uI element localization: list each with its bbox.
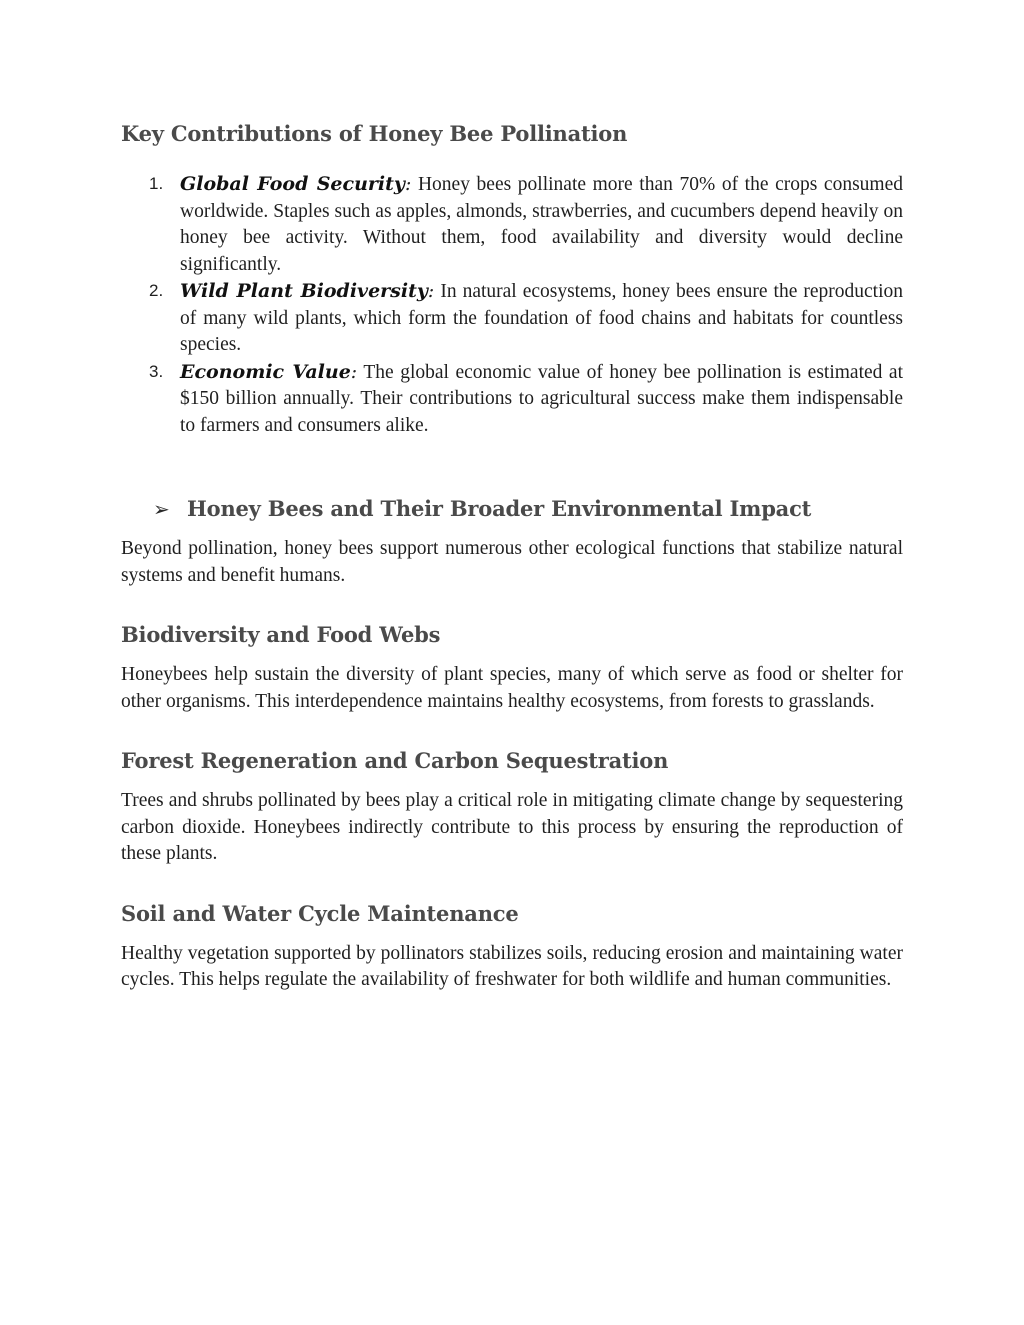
subsection-heading-forest: Forest Regeneration and Carbon Sequestration bbox=[121, 748, 669, 773]
list-item bbox=[149, 171, 903, 278]
list-item bbox=[149, 278, 903, 359]
list-item-term: Global Food Security bbox=[180, 173, 405, 195]
list-item-term: Economic Value bbox=[180, 360, 351, 383]
contributions-list bbox=[121, 171, 903, 439]
arrow-bullet-icon: ➢ bbox=[153, 497, 170, 521]
subsection-text-biodiversity: Honeybees help sustain the diversity of plant species, many of which serve as food or shelter for other organisms. This interdependence maintains healthy ecosystems, from forests to grasslands. bbox=[121, 664, 903, 712]
list-item-text: In natural ecosystems, honey bees ensure the reproduction of many wild plants, which form the foundation of food chains and habitats for countless species. bbox=[180, 281, 903, 355]
list-item-text: The global economic value of honey bee pollination is estimated at $150 billion annually. Their contributions to agricultural success make them indispensable to farmers and consumers alike. bbox=[180, 361, 903, 436]
subsection-text-soil-water: Healthy vegetation supported by pollinators stabilizes soils, reducing erosion and maintaining water cycles. This helps regulate the availability of freshwater for both wildlife and human communities. bbox=[121, 942, 903, 990]
list-item-term: Wild Plant Biodiversity bbox=[180, 280, 428, 302]
section-heading-key-contributions: Key Contributions of Honey Bee Pollination bbox=[121, 121, 628, 146]
term-colon: : bbox=[350, 360, 358, 383]
list-item-text: Honey bees pollinate more than 70% of the crops consumed worldwide. Staples such as apples, almonds, strawberries, and cucumbers depend heavily on honey bee activity. Without them, food availability and diversity would decline significantly. bbox=[180, 174, 903, 275]
environmental-impact-intro: Beyond pollination, honey bees support numerous other ecological functions that stabilize natural systems and benefit humans. bbox=[121, 538, 903, 586]
term-colon: : bbox=[404, 173, 412, 195]
section-heading-environmental-impact: Honey Bees and Their Broader Environmental Impact bbox=[187, 496, 812, 521]
list-number: 2. bbox=[149, 281, 164, 300]
term-colon: : bbox=[427, 280, 435, 302]
list-item bbox=[149, 359, 903, 440]
subsection-heading-soil-water: Soil and Water Cycle Maintenance bbox=[121, 900, 519, 926]
list-number: 1. bbox=[149, 174, 164, 193]
subsection-heading-biodiversity: Biodiversity and Food Webs bbox=[121, 622, 441, 647]
list-number: 3. bbox=[149, 361, 164, 381]
document-page bbox=[121, 112, 903, 994]
environmental-impact-heading-row bbox=[121, 487, 903, 531]
subsection-text-forest: Trees and shrubs pollinated by bees play a critical role in mitigating climate change by sequestering carbon dioxide. Honeybees indirectly contribute to this process by ensuring the reproduction of these plants. bbox=[121, 790, 903, 864]
